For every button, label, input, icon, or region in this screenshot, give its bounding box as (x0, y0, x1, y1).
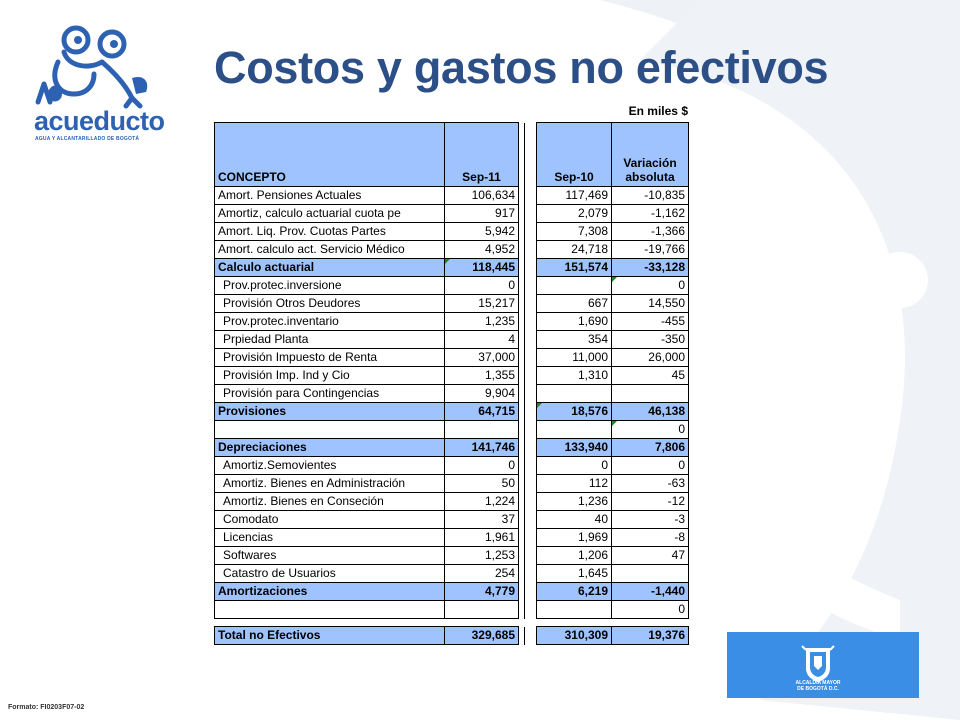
sep-11-cell (445, 601, 519, 619)
sep-10-cell: 18,576 (537, 403, 612, 421)
variacion-cell: -455 (612, 313, 689, 331)
table-subtotal-row (215, 439, 689, 457)
variacion-cell: 45 (612, 367, 689, 385)
concept-cell: Provisión Impuesto de Renta (215, 349, 445, 367)
concept-cell: Amortiz, calculo actuarial cuota pe (215, 205, 445, 223)
variacion-cell: -10,835 (612, 187, 689, 205)
table-subtotal-row (215, 583, 689, 601)
header-sep-10: Sep-10 (537, 123, 612, 187)
column-gap (525, 493, 537, 511)
sep-11-cell: 4,779 (445, 583, 519, 601)
variacion-cell: 14,550 (612, 295, 689, 313)
sep-10-cell (537, 421, 612, 439)
concept-cell: Softwares (215, 547, 445, 565)
column-gap (525, 529, 537, 547)
sep-11-cell: 37,000 (445, 349, 519, 367)
sep-10-cell: 667 (537, 295, 612, 313)
variacion-cell: 0 (612, 421, 689, 439)
concept-cell: Licencias (215, 529, 445, 547)
header-sep-11: Sep-11 (445, 123, 519, 187)
variacion-cell: -12 (612, 493, 689, 511)
sep-10-cell: 133,940 (537, 439, 612, 457)
sep-11-cell: 4 (445, 331, 519, 349)
concept-cell: Amortiz.Semovientes (215, 457, 445, 475)
sep-10-cell: 0 (537, 457, 612, 475)
sep-10-cell: 11,000 (537, 349, 612, 367)
sep-11-cell: 118,445 (445, 259, 519, 277)
sep-10-cell (537, 601, 612, 619)
column-gap (525, 565, 537, 583)
sep-10-cell (537, 385, 612, 403)
sep-10-cell: 40 (537, 511, 612, 529)
column-gap (525, 259, 537, 277)
variacion-cell: -350 (612, 331, 689, 349)
concept-cell: Provisión Otros Deudores (215, 295, 445, 313)
table-header-row (215, 123, 689, 187)
sep-11-cell: 0 (445, 457, 519, 475)
table-row (215, 313, 689, 331)
sep-10-cell: 310,309 (537, 627, 612, 645)
table-row (215, 205, 689, 223)
variacion-cell: -1,440 (612, 583, 689, 601)
variacion-cell: -63 (612, 475, 689, 493)
sep-11-cell: 9,904 (445, 385, 519, 403)
sep-10-cell: 1,969 (537, 529, 612, 547)
table-row (215, 547, 689, 565)
sep-11-cell: 1,961 (445, 529, 519, 547)
spacer-cell (537, 619, 612, 627)
concept-cell: Prpiedad Planta (215, 331, 445, 349)
sep-10-cell: 354 (537, 331, 612, 349)
variacion-cell: 46,138 (612, 403, 689, 421)
financial-table (214, 122, 689, 645)
concept-cell: Total no Efectivos (215, 627, 445, 645)
column-gap (525, 475, 537, 493)
variacion-cell: 7,806 (612, 439, 689, 457)
variacion-cell (612, 565, 689, 583)
sep-10-cell: 1,310 (537, 367, 612, 385)
concept-cell: Amortizaciones (215, 583, 445, 601)
column-gap (525, 511, 537, 529)
table-subtotal-row (215, 259, 689, 277)
table-row (215, 475, 689, 493)
slide-title: Costos y gastos no efectivos (214, 42, 829, 93)
column-gap (525, 205, 537, 223)
header-concepto: CONCEPTO (215, 123, 445, 187)
spacer-cell (215, 619, 445, 627)
concept-cell (215, 601, 445, 619)
column-gap (525, 331, 537, 349)
table-spacer-row (215, 619, 689, 627)
concept-cell: Amortiz. Bienes en Conseción (215, 493, 445, 511)
column-gap (525, 627, 537, 645)
column-gap (525, 349, 537, 367)
sep-10-cell (537, 277, 612, 295)
concept-cell: Provisión Imp. Ind y Cio (215, 367, 445, 385)
variacion-cell: -8 (612, 529, 689, 547)
sep-11-cell: 0 (445, 277, 519, 295)
table-subtotal-row (215, 403, 689, 421)
column-gap (525, 385, 537, 403)
sep-10-cell: 1,645 (537, 565, 612, 583)
table-row (215, 277, 689, 295)
sep-11-cell: 37 (445, 511, 519, 529)
concept-cell: Calculo actuarial (215, 259, 445, 277)
sep-11-cell: 1,224 (445, 493, 519, 511)
variacion-cell: 47 (612, 547, 689, 565)
column-gap (525, 601, 537, 619)
table-row (215, 367, 689, 385)
sep-11-cell: 1,235 (445, 313, 519, 331)
column-gap (525, 367, 537, 385)
concept-cell: Comodato (215, 511, 445, 529)
table-row (215, 511, 689, 529)
concept-cell: Depreciaciones (215, 439, 445, 457)
column-gap (525, 295, 537, 313)
sep-11-cell: 50 (445, 475, 519, 493)
column-gap (525, 457, 537, 475)
concept-cell: Amort. Pensiones Actuales (215, 187, 445, 205)
column-gap (525, 403, 537, 421)
table-row (215, 295, 689, 313)
column-gap (525, 223, 537, 241)
logo-wordmark: acueducto (34, 106, 165, 136)
concept-cell: Prov.protec.inversione (215, 277, 445, 295)
concept-cell: Catastro de Usuarios (215, 565, 445, 583)
table-row (215, 493, 689, 511)
sep-10-cell: 1,236 (537, 493, 612, 511)
column-gap (525, 583, 537, 601)
sep-10-cell: 117,469 (537, 187, 612, 205)
sep-10-cell: 2,079 (537, 205, 612, 223)
concept-cell: Amort. Liq. Prov. Cuotas Partes (215, 223, 445, 241)
column-gap (525, 547, 537, 565)
variacion-cell: -3 (612, 511, 689, 529)
sep-10-cell: 1,206 (537, 547, 612, 565)
variacion-cell: 26,000 (612, 349, 689, 367)
table-row (215, 457, 689, 475)
sep-11-cell (445, 421, 519, 439)
column-gap (525, 241, 537, 259)
table-row (215, 187, 689, 205)
variacion-cell: -1,366 (612, 223, 689, 241)
header-variacion-line2: absoluta (625, 170, 675, 184)
variacion-cell: -1,162 (612, 205, 689, 223)
spacer-cell (445, 619, 519, 627)
table-row (215, 223, 689, 241)
sep-10-cell: 24,718 (537, 241, 612, 259)
sep-11-cell: 64,715 (445, 403, 519, 421)
column-gap (525, 313, 537, 331)
concept-cell: Amortiz. Bienes en Administración (215, 475, 445, 493)
sep-11-cell: 141,746 (445, 439, 519, 457)
alcaldia-label-line2: DE BOGOTÁ D.C. (797, 686, 839, 692)
alcaldia-label-line1: ALCALDÍA MAYOR (795, 680, 841, 686)
variacion-cell: 0 (612, 277, 689, 295)
table-blank-row (215, 421, 689, 439)
alcaldia-label (784, 680, 852, 692)
sep-10-cell: 6,219 (537, 583, 612, 601)
concept-cell: Provisión para Contingencias (215, 385, 445, 403)
column-gap (525, 421, 537, 439)
logo-subtitle: AGUA Y ALCANTARILLADO DE BOGOTÁ (35, 136, 140, 142)
sep-10-cell: 7,308 (537, 223, 612, 241)
table-row (215, 349, 689, 367)
header-variacion-line1: Variación (623, 156, 677, 170)
table-blank-row (215, 601, 689, 619)
table-row (215, 565, 689, 583)
sep-11-cell: 1,355 (445, 367, 519, 385)
sep-11-cell: 5,942 (445, 223, 519, 241)
sep-10-cell: 1,690 (537, 313, 612, 331)
variacion-cell: 19,376 (612, 627, 689, 645)
concept-cell: Amort. calculo act. Servicio Médico (215, 241, 445, 259)
sep-11-cell: 329,685 (445, 627, 519, 645)
sep-11-cell: 15,217 (445, 295, 519, 313)
table-row (215, 529, 689, 547)
table-row (215, 241, 689, 259)
concept-cell (215, 421, 445, 439)
variacion-cell: 0 (612, 457, 689, 475)
sep-10-cell: 151,574 (537, 259, 612, 277)
spacer-cell (525, 619, 537, 627)
concept-cell: Prov.protec.inventario (215, 313, 445, 331)
spacer-cell (612, 619, 689, 627)
header-variacion (612, 123, 689, 187)
sep-11-cell: 4,952 (445, 241, 519, 259)
variacion-cell: -33,128 (612, 259, 689, 277)
sep-11-cell: 106,634 (445, 187, 519, 205)
column-gap (525, 439, 537, 457)
sep-11-cell: 1,253 (445, 547, 519, 565)
table-row (215, 385, 689, 403)
units-label: En miles $ (628, 104, 688, 118)
variacion-cell: 0 (612, 601, 689, 619)
sep-11-cell: 917 (445, 205, 519, 223)
table-total-row (215, 627, 689, 645)
concept-cell: Provisiones (215, 403, 445, 421)
variacion-cell (612, 385, 689, 403)
format-code-footer: Formato: FI0203F07-02 (8, 704, 85, 711)
variacion-cell: -19,766 (612, 241, 689, 259)
column-gap (525, 277, 537, 295)
sep-11-cell: 254 (445, 565, 519, 583)
sep-10-cell: 112 (537, 475, 612, 493)
table-row (215, 331, 689, 349)
column-gap (525, 123, 537, 187)
column-gap (525, 187, 537, 205)
